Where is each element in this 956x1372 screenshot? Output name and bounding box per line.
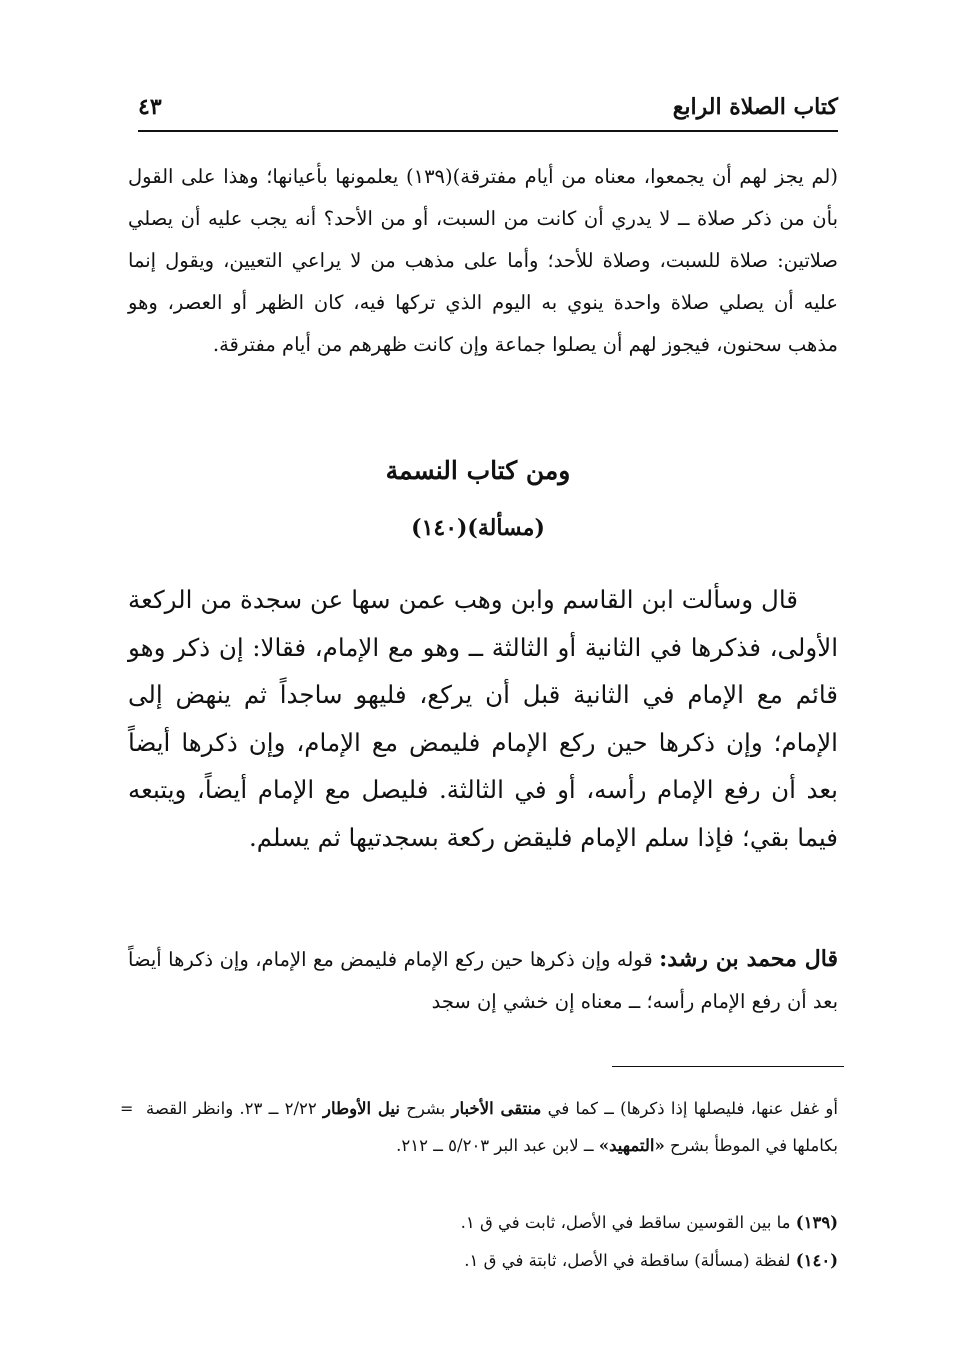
continuation-text bbox=[128, 1090, 838, 1164]
footnote-text: لفظة (مسألة) ساقطة في الأصل، ثابتة في ق ١. bbox=[464, 1251, 796, 1270]
fn-cont-bold3: «التمهيد» bbox=[598, 1136, 665, 1155]
page-header bbox=[138, 92, 838, 132]
continuation-marker: = bbox=[120, 1099, 134, 1118]
fn-cont-part1: أو غفل عنها، فليصلها إذا ذكرها) ــ كما في bbox=[541, 1099, 838, 1118]
footnote-separator bbox=[612, 1066, 844, 1067]
main-paragraph: قال وسألت ابن القاسم وابن وهب عمن سها عن سجدة من الركعة الأولى، فذكرها في الثانية أو الثالثة ــ وهو مع الإمام، فقالا: إن ذكر وهو قائم مع الإمام في الثانية قبل أن يركع، فليهو ساجداً ثم ينهض إلى الإمام؛ وإن ذكرها حين ركع الإمام فليمض مع الإمام، وإن ذكرها أيضاً بعد أن رفع الإمام رأسه، أو في الثالثة. فليصل مع الإمام أيضاً، ويتبعه فيما بقي؛ فإذا سلم الإمام فليقض ركعة بسجدتيها ثم يسلم. bbox=[128, 585, 838, 852]
fn-cont-bold1: منتقى الأخبار bbox=[451, 1099, 542, 1118]
footnote-continuation bbox=[120, 1090, 838, 1164]
footnote-number: (١٤٠) bbox=[795, 1251, 838, 1270]
fn-cont-part4: ــ لابن عبد البر ٥/٢٠٣ ــ ٢١٢. bbox=[396, 1136, 599, 1155]
paragraph-continuation: (لم يجز لهم أن يجمعوا، معناه من أيام مفترقة)(١٣٩) يعلمونها بأعيانها؛ وهذا على القول بأن من ذكر صلاة ــ لا يدري أن كانت من السبت، أو من الأحد؟ أنه يجب عليه أن يصلي صلاتين: صلاة للسبت، وصلاة للأحد؛ وأما على مذهب من لا يراعي التعيين، ويقول إنما عليه أن يصلي صلاة واحدة ينوي به اليوم الذي تركها فيه، كان الظهر أو العصر، وهو مذهب سحنون، فيجوز لهم أن يصلوا جماعة وإن كانت ظهرهم من أيام مفترقة. bbox=[128, 165, 838, 356]
fn-cont-part2: بشرح bbox=[399, 1099, 452, 1118]
footnote-number: (١٣٩) bbox=[795, 1213, 838, 1232]
masala-heading: (مسألة)(١٤٠) bbox=[411, 515, 545, 541]
section-heading: ومن كتاب النسمة bbox=[385, 456, 571, 485]
footnote-text: ما بين القوسين ساقط في الأصل، ثابت في ق ١. bbox=[460, 1213, 796, 1232]
fn-cont-part3: ٢/٢٢ ــ ٢٣. وانظر القصة بكاملها في الموطأ بشرح bbox=[146, 1099, 838, 1155]
fn-cont-bold2: نيل الأوطار bbox=[323, 1099, 400, 1118]
footnote-140 bbox=[128, 1246, 838, 1276]
commentary-paragraph bbox=[128, 938, 838, 1023]
page-number: ٤٣ bbox=[138, 94, 162, 120]
footnote-139 bbox=[128, 1208, 838, 1238]
commentary-text: قوله وإن ذكرها حين ركع الإمام فليمض مع الإمام، وإن ذكرها أيضاً بعد أن رفع الإمام رأسه؛ ــ معناه إن خشي إن سجد bbox=[128, 948, 838, 1013]
commentary-lead: قال محمد بن رشد: bbox=[659, 946, 839, 972]
running-title: كتاب الصلاة الرابع bbox=[672, 94, 838, 120]
